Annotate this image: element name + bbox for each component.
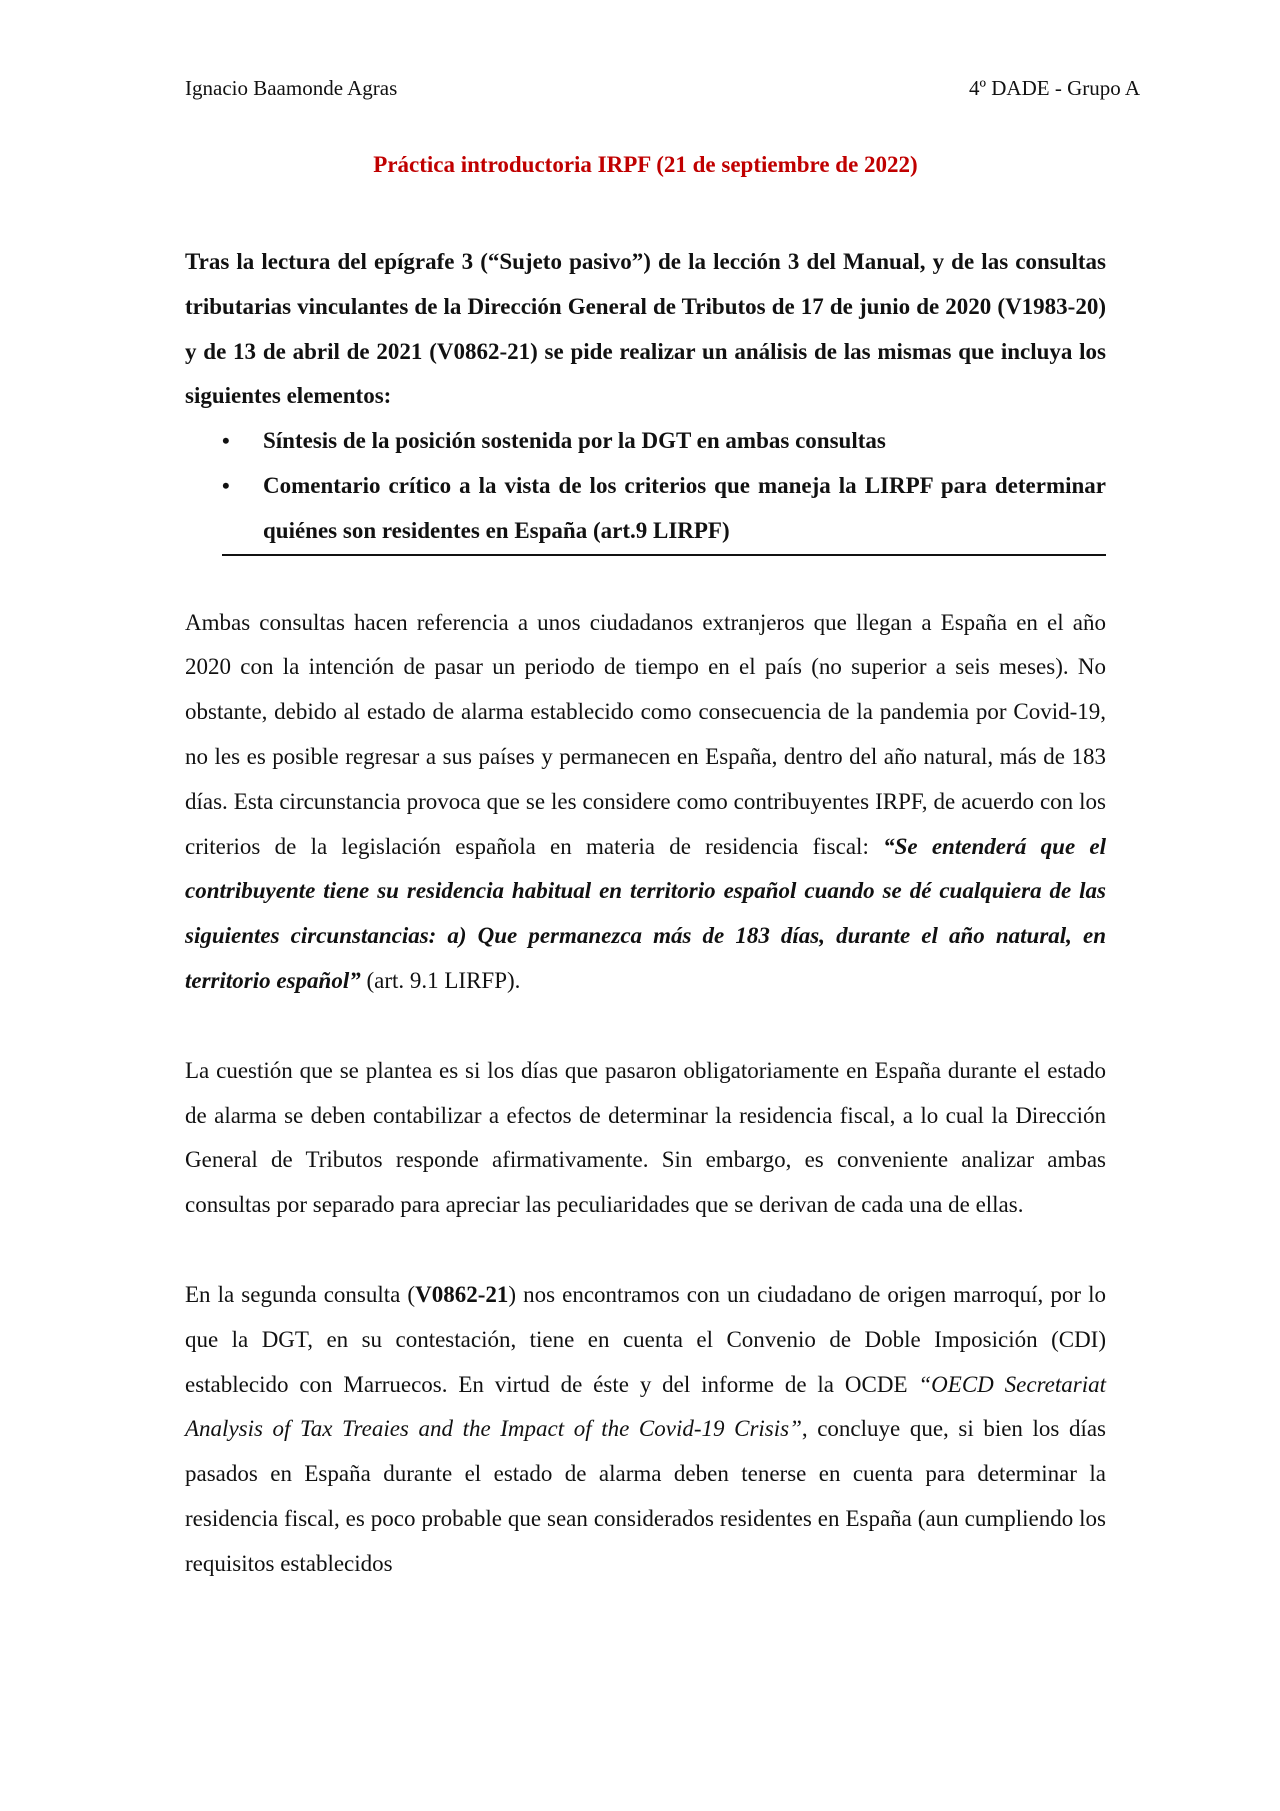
paragraph-2: La cuestión que se plantea es si los días que pasaron obligatoriamente en España durante el estado de alarma se deben contabilizar a efectos de determinar la residencia fiscal, a lo cual la Dirección General de Tributos responde afirmativamente. Sin embargo, es conveniente analizar ambas consultas por separado para apreciar las peculiaridades que se derivan de cada una de ellas. — [185, 1057, 1106, 1218]
legal-quote: “Se entenderá que el contribuyente tiene su residencia habitual en territorio español cuando se dé cualquiera de las siguientes circunstancias: a) Que permanezca más de 183 días, durante el año natural, en territorio español” — [185, 833, 1106, 993]
paragraph-text: , concluye que, si bien los días pasados en España durante el estado de alarma deben tenerse en cuenta para determinar la residencia fiscal, es poco probable que sean considerados residentes en España (aun cumpliendo los requisitos establecidos — [185, 1416, 1106, 1576]
assignment-intro: Tras la lectura del epígrafe 3 (“Sujeto pasivo”) de la lección 3 del Manual, y de las consultas tributarias vinculantes de la Dirección General de Tributos de 17 de junio de 2020 (V1983-20) y de 13 de abril de 2021 (V0862-21) se pide realizar un análisis de las mismas que incluya los siguientes elementos: — [185, 249, 1106, 409]
document-title: Práctica introductoria IRPF (21 de septiembre de 2022) — [373, 152, 918, 177]
page-header — [185, 76, 1140, 106]
paragraph-3 — [185, 1273, 1106, 1587]
header-author: Ignacio Baamonde Agras — [185, 76, 398, 100]
list-item — [222, 464, 1106, 554]
header-group: 4º DADE - Grupo A — [969, 76, 1140, 100]
task-text: Síntesis de la posición sostenida por la DGT en ambas consultas — [263, 428, 886, 454]
task-text: Comentario crítico a la vista de los criterios que maneja la LIRPF para determinar quiénes son residentes en España (art.9 LIRPF) — [263, 472, 1106, 543]
consulta-code: V0862-21 — [415, 1281, 509, 1307]
report-title: “OECD Secretariat Analysis of Tax Treaies and the Impact of the Covid-19 Crisis” — [185, 1371, 1106, 1442]
bullet-icon: • — [222, 472, 230, 498]
list-item — [222, 419, 1106, 464]
bullet-icon: • — [222, 428, 230, 454]
task-list — [222, 419, 1106, 555]
paragraph-text: Ambas consultas hacen referencia a unos ciudadanos extranjeros que llegan a España en el año 2020 con la intención de pasar un periodo de tiempo en el país (no superior a seis meses). No obstante, debido al estado de alarma establecido como consecuencia de la pandemia por Covid-19, no les es posible regresar a sus países y permanecen en España, dentro del año natural, más de 183 días. Esta circunstancia provoca que se les considere como contribuyentes IRPF, de acuerdo con los criterios de la legislación española en materia de residencia fiscal: — [185, 609, 1106, 859]
paragraph-text: (art. 9.1 LIRFP). — [360, 967, 521, 993]
paragraph-text: En la segunda consulta ( — [185, 1281, 416, 1307]
paragraph-text: ) nos encontramos con un ciudadano de origen marroquí, por lo que la DGT, en su contestación, tiene en cuenta el Convenio de Doble Imposición (CDI) establecido con Marruecos. En virtud de éste y del informe de la OCDE — [185, 1281, 1106, 1397]
paragraph-1 — [185, 601, 1106, 1004]
document-body — [185, 240, 1106, 1587]
